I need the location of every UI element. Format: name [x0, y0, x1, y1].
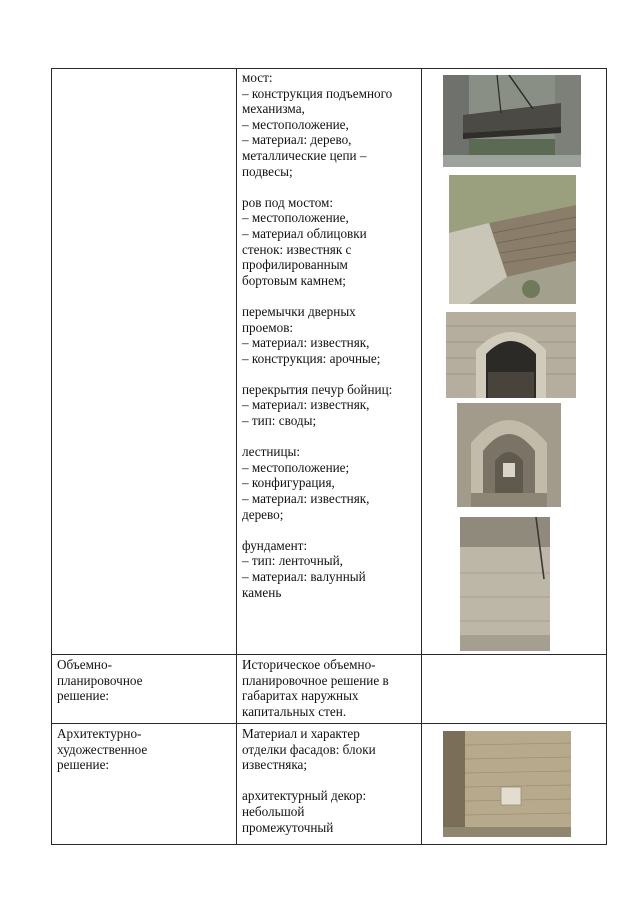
- text-line: – местоположение;: [242, 459, 350, 475]
- text-line: бортовым камнем;: [242, 272, 346, 288]
- table-cell-description: [242, 726, 376, 835]
- label-line: решение:: [57, 757, 110, 773]
- text-line: [242, 429, 392, 445]
- text-line: профилированным: [242, 257, 348, 273]
- text-line: промежуточный: [242, 819, 334, 835]
- table-cell-description: [242, 70, 392, 600]
- text-line: – материал: дерево,: [242, 132, 352, 148]
- text-line: Историческое объемно-: [242, 657, 376, 672]
- drawbridge-photo: [443, 75, 581, 167]
- text-line: – тип: своды;: [242, 413, 317, 429]
- staircase-photo: [460, 517, 550, 651]
- text-line: [242, 179, 392, 195]
- label-line: решение:: [57, 688, 110, 704]
- text-line: архитектурный декор:: [242, 788, 367, 804]
- text-line: металлические цепи –: [242, 147, 367, 163]
- text-line: проемов:: [242, 319, 294, 335]
- text-line: – конструкция подъемного: [242, 85, 393, 101]
- moat-photo: [449, 175, 576, 304]
- label-line: художественное: [57, 741, 148, 757]
- row-divider: [51, 723, 607, 724]
- text-line: камень: [242, 584, 282, 600]
- text-line: фундамент:: [242, 537, 308, 553]
- protected-elements-table: [51, 68, 607, 845]
- text-line: капитальных стен.: [242, 703, 347, 719]
- text-line: стенок: известняк с: [242, 241, 352, 257]
- table-left-border: [51, 68, 52, 845]
- column-divider: [421, 68, 422, 845]
- text-line: Материал и характер: [242, 726, 360, 741]
- text-line: [242, 366, 392, 382]
- text-line: – конструкция: арочные;: [242, 350, 381, 366]
- text-line: – материал облицовки: [242, 225, 367, 241]
- text-line: – конфигурация,: [242, 475, 335, 491]
- text-line: ров под мостом:: [242, 194, 334, 210]
- row-divider: [51, 654, 607, 655]
- text-line: отделки фасадов: блоки: [242, 741, 376, 757]
- table-top-border: [51, 68, 607, 69]
- text-line: – материал: известняк,: [242, 397, 370, 413]
- text-line: [242, 522, 392, 538]
- table-cell-description: [242, 657, 389, 719]
- text-line: мост:: [242, 70, 273, 85]
- label-line: Объемно-: [57, 657, 112, 672]
- arched-doorway-photo: [446, 312, 576, 398]
- label-line: планировочное: [57, 672, 143, 688]
- text-line: дерево;: [242, 506, 284, 522]
- text-line: [242, 288, 392, 304]
- table-cell-label: [57, 657, 142, 704]
- table-cell-label: [57, 726, 147, 773]
- text-line: лестницы:: [242, 444, 301, 460]
- text-line: перемычки дверных: [242, 303, 356, 319]
- text-line: – материал: известняк,: [242, 491, 370, 507]
- text-line: механизма,: [242, 101, 305, 117]
- table-bottom-border: [51, 844, 607, 845]
- facade-corner-photo: [443, 731, 571, 837]
- text-line: перекрытия печур бойниц:: [242, 381, 393, 397]
- vaulted-loophole-photo: [457, 403, 561, 507]
- text-line: подвесы;: [242, 163, 293, 179]
- text-line: – материал: известняк,: [242, 335, 370, 351]
- text-line: известняка;: [242, 757, 308, 773]
- label-line: Архитектурно-: [57, 726, 142, 741]
- text-line: габаритах наружных: [242, 688, 359, 704]
- text-line: планировочное решение в: [242, 672, 389, 688]
- text-line: – материал: валунный: [242, 569, 366, 584]
- text-line: – местоположение,: [242, 210, 349, 226]
- text-line: – тип: ленточный,: [242, 553, 343, 569]
- column-divider: [236, 68, 237, 845]
- text-line: [242, 773, 376, 789]
- table-right-border: [606, 68, 607, 845]
- text-line: небольшой: [242, 803, 305, 819]
- text-line: – местоположение,: [242, 116, 349, 132]
